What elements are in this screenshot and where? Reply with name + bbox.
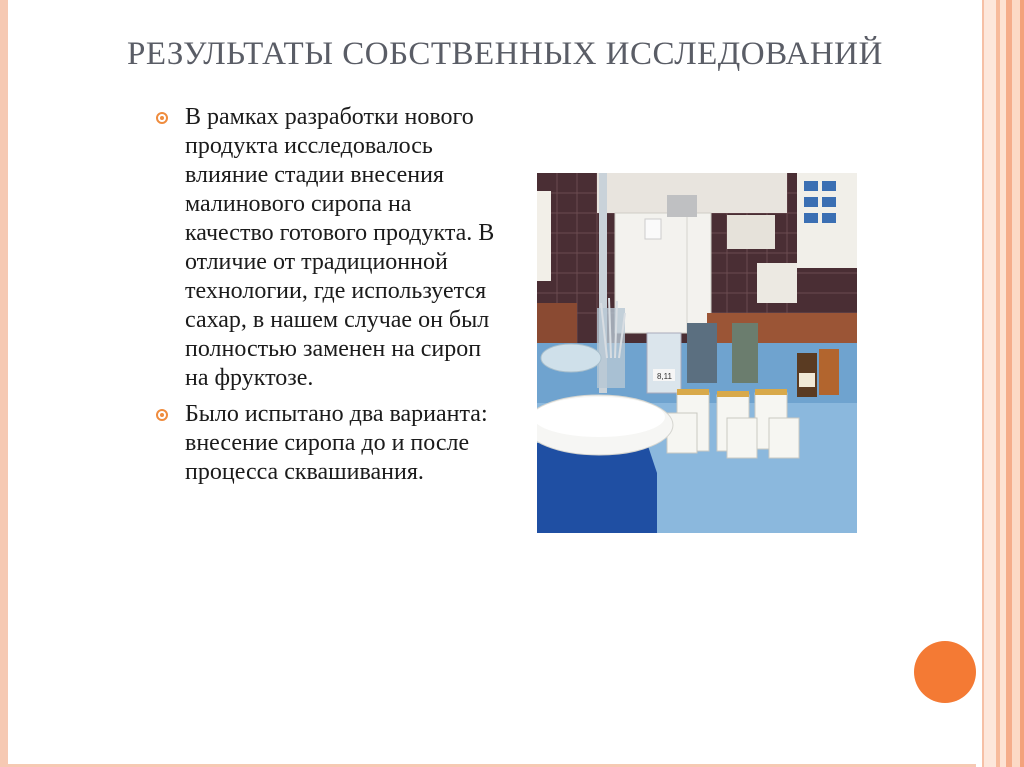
bullet-item (156, 400, 506, 487)
bullet-text: В рамках разработки нового продукта исследовалось влияние стадии внесения малинового сиропа на качество готового продукта. В отличие от традиционной технологии, где используется сахар, в нашем случае он был полностью заменен на сироп на фруктозе. (185, 104, 495, 391)
lab-photo (537, 173, 857, 533)
bullet-text: Было испытано два варианта: внесение сиропа до и после процесса сквашивания. (185, 401, 488, 485)
bullet-list (156, 103, 506, 494)
decorative-circle (914, 641, 976, 703)
jar-label: 8,11 (657, 372, 672, 381)
right-border-stripes (976, 0, 1024, 767)
bullet-marker-icon (156, 409, 168, 421)
bullet-item (156, 103, 506, 393)
left-border-stripe (0, 0, 8, 767)
slide-title: РЕЗУЛЬТАТЫ СОБСТВЕННЫХ ИССЛЕДОВАНИЙ (127, 36, 883, 72)
bullet-marker-icon (156, 112, 168, 124)
